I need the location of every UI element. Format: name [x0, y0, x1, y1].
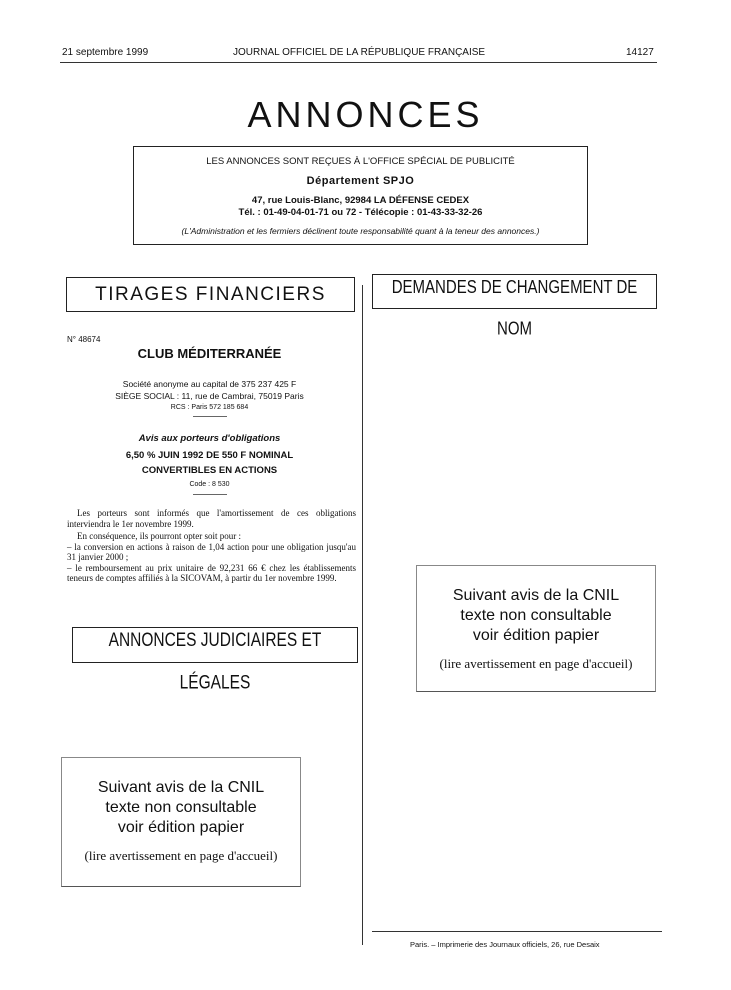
footer-rule — [372, 931, 662, 932]
cnil-right-line2: texte non consultable — [460, 607, 612, 624]
notice-line1: LES ANNONCES SONT REÇUES À L'OFFICE SPÉCIAL DE PUBLICITÉ — [206, 156, 515, 167]
company-name: CLUB MÉDITERRANÉE — [137, 346, 282, 361]
body-paragraph-2: En conséquence, ils pourront opter soit pour : — [77, 531, 241, 541]
section-title-changement-de-nom: DEMANDES DE CHANGEMENT DE NOM — [391, 276, 638, 340]
section-title-tirages-financiers: TIRAGES FINANCIERS — [95, 284, 326, 305]
notice-address: 47, rue Louis-Blanc, 92984 LA DÉFENSE CEDEX — [251, 195, 470, 206]
cnil-left-note: (lire avertissement en page d'accueil) — [84, 848, 278, 863]
footer-imprint: Paris. – Imprimerie des Journaux officiels, 26, rue Desaix — [410, 940, 600, 949]
notice-phones: Tél. : 01-49-04-01-71 ou 72 - Télécopie : 01-43-33-32-26 — [238, 207, 483, 218]
cnil-right-line1: Suivant avis de la CNIL — [452, 587, 620, 604]
section-header-annonces-judiciaires — [72, 627, 358, 694]
company-seat: SIÈGE SOCIAL : 11, rue de Cambrai, 75019 Paris — [115, 391, 304, 401]
company-capital: Société anonyme au capital de 375 237 425 F — [122, 379, 297, 389]
publication-notice-box — [133, 146, 588, 245]
separator-short — [193, 416, 227, 417]
cnil-left-line1: Suivant avis de la CNIL — [97, 779, 265, 796]
header-journal: JOURNAL OFFICIEL DE LA RÉPUBLIQUE FRANÇAISE — [233, 47, 486, 58]
notice-department: Département SPJO — [306, 175, 415, 187]
body-paragraph-1: Les porteurs sont informés que l'amortissement de ces obligations interviendra le 1er novembre 1999. — [67, 508, 356, 529]
cnil-notice-left — [61, 757, 301, 887]
bond-description — [66, 448, 353, 478]
notice-number: N° 48674 — [67, 335, 101, 344]
bond-line-2: CONVERTIBLES EN ACTIONS — [141, 465, 278, 476]
cnil-right-line3: voir édition papier — [472, 627, 600, 644]
header-rule — [60, 62, 657, 63]
header-date: 21 septembre 1999 — [62, 47, 149, 58]
body-item-conversion: – la conversion en actions à raison de 1,04 action pour une obligation jusqu'au 31 janvier 2000 ; — [67, 541, 356, 562]
notice-disclaimer: (L'Administration et les fermiers déclinent toute responsabilité quant à la teneur des annonces.) — [181, 226, 540, 236]
company-rcs: RCS : Paris 572 185 684 — [170, 404, 249, 411]
page-title: ANNONCES — [247, 94, 484, 135]
company-details — [66, 378, 353, 414]
section-header-changement-de-nom — [372, 274, 657, 340]
notice-body — [67, 508, 356, 584]
cnil-notice-right — [416, 565, 656, 692]
bond-code: Code : 8 530 — [189, 481, 230, 488]
cnil-left-line2: texte non consultable — [105, 799, 257, 816]
section-header-tirages-financiers — [66, 277, 355, 312]
cnil-right-note: (lire avertissement en page d'accueil) — [439, 656, 633, 671]
bond-line-1: 6,50 % JUIN 1992 DE 550 F NOMINAL — [125, 450, 294, 461]
separator-short-2 — [193, 494, 227, 495]
section-title-annonces-judiciaires: ANNONCES JUDICIAIRES ET LÉGALES — [108, 629, 322, 694]
avis-heading: Avis aux porteurs d'obligations — [138, 433, 281, 444]
column-divider — [362, 285, 363, 945]
cnil-left-line3: voir édition papier — [117, 819, 245, 836]
body-item-remboursement: – le remboursement au prix unitaire de 92,231 66 € chez les établissements teneurs de comptes affiliés à la SICOVAM, à partir du 1er novembre 1999. — [67, 562, 356, 583]
header-page-number: 14127 — [626, 47, 654, 58]
